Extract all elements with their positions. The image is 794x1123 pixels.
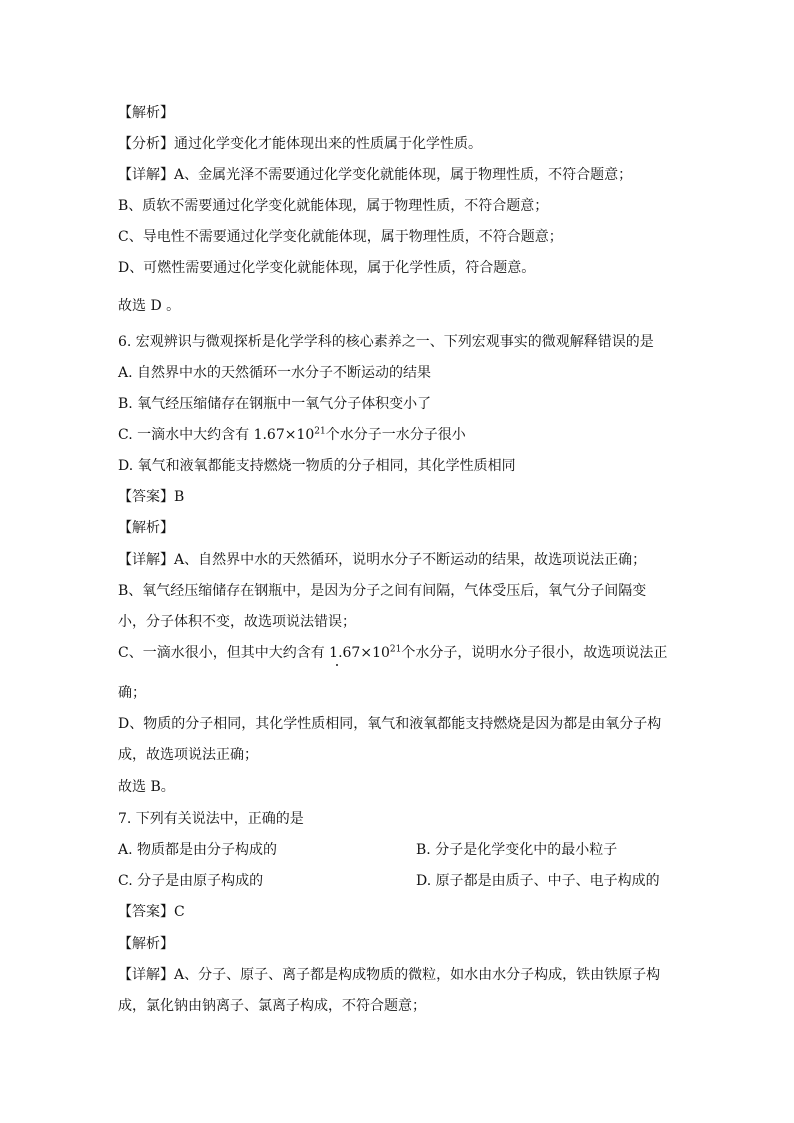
analysis-heading: 【解析】 [118,520,174,536]
conclusion: 故选 D 。 [118,298,181,314]
explanation-a: 【详解】A、自然界中水的天然循环，说明水分子不断运动的结果，故选项说法正确； [118,552,647,568]
stray-dot [336,664,338,666]
question-6-option-d: D. 氧气和液氧都能支持燃烧一物质的分子相同，其化学性质相同 [118,458,516,474]
option-c-text-end: 个水分子一水分子很小 [325,427,466,443]
question-7-option-c: C. 分子是由原子构成的 [118,873,264,889]
answer: 【答案】C [118,904,185,920]
explanation-a: 【详解】A、分子、原子、离子都是构成物质的微粒，如水由水分子构成，铁由铁原子构 [118,967,661,983]
explanation-b-cont: 小，分子体积不变，故选项说法错误； [118,614,356,630]
question-6-stem: 6. 宏观辨识与微观探析是化学学科的核心素养之一、下列宏观事实的微观解释错误的是 [118,334,654,350]
question-7-option-d: D. 原子都是由质子、中子、电子构成的 [416,873,660,889]
explanation-c: C、导电性不需要通过化学变化就能体现，属于物理性质，不符合题意； [118,229,563,245]
question-6-option-c [118,426,466,444]
explanation-b: B、氧气经压缩储存在钢瓶中，是因为分子之间有间隔，气体受压后，氧气分子间隔变 [118,583,647,599]
question-6-option-a: A. 自然界中水的天然循环一水分子不断运动的结果 [118,365,432,381]
explanation-d-cont: 成，故选项说法正确； [118,747,258,763]
explanation-a-cont: 成，氯化钠由钠离子、氯离子构成，不符合题意； [118,998,426,1014]
explanation-c-exponent: 21 [389,644,402,655]
conclusion: 故选 B。 [118,779,175,795]
explanation-c-text: C、一滴水很小，但其中大约含有 1.67×10 [118,645,390,661]
analysis-heading: 【解析】 [118,105,174,121]
option-c-text: C. 一滴水中大约含有 1.67×10 [118,427,315,443]
question-7-option-b: B. 分子是化学变化中的最小粒子 [416,842,618,858]
explanation-c [118,644,667,662]
option-c-exponent: 21 [314,426,326,437]
analysis-summary: 【分析】通过化学变化才能体现出来的性质属于化学性质。 [118,136,482,152]
analysis-heading: 【解析】 [118,936,174,952]
explanation-c-cont: 确； [118,685,146,701]
question-7-option-a: A. 物质都是由分子构成的 [118,842,278,858]
explanation-d: D、物质的分子相同，其化学性质相同，氧气和液氧都能支持燃烧是因为都是由氧分子构 [118,716,662,732]
explanation-d: D、可燃性需要通过化学变化就能体现，属于化学性质，符合题意。 [118,260,536,276]
explanation-b: B、质软不需要通过化学变化就能体现，属于物理性质，不符合题意； [118,198,549,214]
explanation-a: 【详解】A、金属光泽不需要通过化学变化就能体现，属于物理性质，不符合题意； [118,167,633,183]
explanation-c-text-end: 个水分子，说明水分子很小，故选项说法正 [401,645,668,661]
question-6-option-b: B. 氧气经压缩储存在钢瓶中一氧气分子体积变小了 [118,396,432,412]
answer: 【答案】B [118,489,185,505]
question-7-stem: 7. 下列有关说法中，正确的是 [118,811,304,827]
